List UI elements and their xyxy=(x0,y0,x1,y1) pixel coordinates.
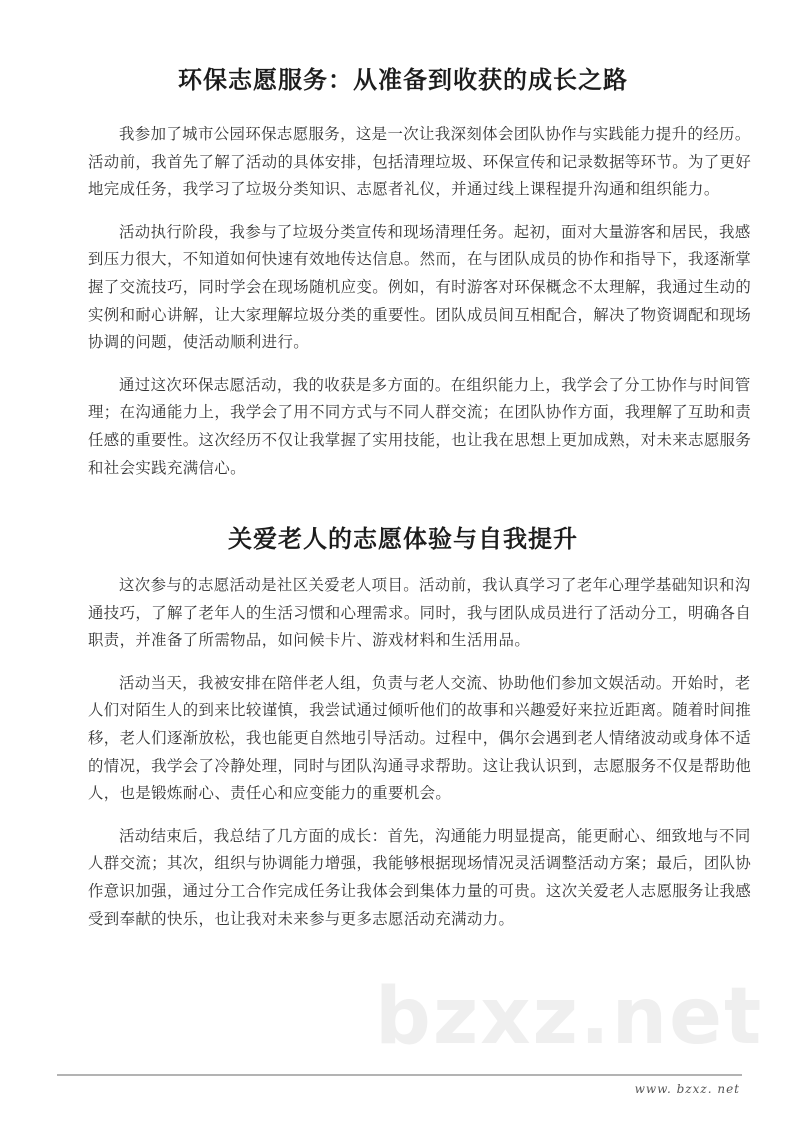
section-environmental-volunteering xyxy=(88,60,752,482)
text-line: 活动结束后，我总结了几方面的成长：首先，沟通能力明显提高，能更耐心、细致地与不同 xyxy=(119,826,751,845)
text-line: 到压力很大，不知道如何快速有效地传达信息。然而，在与团队成员的协作和指导下，我逐渐掌 xyxy=(88,250,752,269)
paragraph xyxy=(88,121,752,204)
text-line: 人群交流；其次，组织与协调能力增强，我能够根据现场情况灵活调整活动方案；最后，团队协 xyxy=(88,854,752,873)
paragraph xyxy=(88,572,752,655)
text-line: 人，也是锻炼耐心、责任心和应变能力的重要机会。 xyxy=(88,784,452,803)
text-line: 握了交流技巧，同时学会在现场随机应变。例如，有时游客对环保概念不太理解，我通过生动的 xyxy=(88,277,752,296)
text-line: 活动执行阶段，我参与了垃圾分类宣传和现场清理任务。起初，面对大量游客和居民，我感 xyxy=(119,222,751,241)
text-line: 任感的重要性。这次经历不仅让我掌握了实用技能，也让我在思想上更加成熟，对未来志愿服务 xyxy=(88,430,752,449)
footer-url: www. bzxz. net xyxy=(634,1082,740,1096)
text-line: 和社会实践充满信心。 xyxy=(88,458,246,477)
paragraph xyxy=(88,670,752,808)
text-line: 实例和耐心讲解，让大家理解垃圾分类的重要性。团队成员间互相配合，解决了物资调配和现场 xyxy=(88,305,752,324)
text-line: 我参加了城市公园环保志愿服务，这是一次让我深刻体会团队协作与实践能力提升的经历。 xyxy=(119,125,751,143)
section-body xyxy=(88,572,752,933)
section-body xyxy=(88,121,752,482)
text-line: 作意识加强，通过分工合作完成任务让我体会到集体力量的可贵。这次关爱老人志愿服务让我感 xyxy=(88,881,752,900)
section-title: 关爱老人的志愿体验与自我提升 xyxy=(228,525,578,553)
text-line: 的情况，我学会了冷静处理，同时与团队沟通寻求帮助。这让我认识到，志愿服务不仅是帮助他 xyxy=(88,756,752,775)
text-line: 通过这次环保志愿活动，我的收获是多方面的。在组织能力上，我学会了分工协作与时间管 xyxy=(119,375,751,394)
paragraph xyxy=(88,823,752,933)
text-line: 协调的问题，使活动顺利进行。 xyxy=(88,333,310,352)
paragraph xyxy=(88,219,752,357)
text-line: 职责，并准备了所需物品，如问候卡片、游戏材料和生活用品。 xyxy=(88,631,531,650)
section-elderly-care-volunteering xyxy=(88,519,752,933)
paragraph xyxy=(88,372,752,482)
watermark-logo: bzxz.net xyxy=(375,972,764,1062)
text-line: 受到奉献的快乐，也让我对未来参与更多志愿活动充满动力。 xyxy=(88,909,515,928)
footer-divider xyxy=(57,1074,742,1076)
section-title: 环保志愿服务：从准备到收获的成长之路 xyxy=(178,66,628,94)
text-line: 这次参与的志愿活动是社区关爱老人项目。活动前，我认真学习了老年心理学基础知识和沟 xyxy=(119,576,751,594)
text-line: 人们对陌生人的到来比较谨慎，我尝试通过倾听他们的故事和兴趣爱好来拉近距离。随着时间推 xyxy=(88,701,752,720)
text-line: 移，老人们逐渐放松，我也能更自然地引导活动。过程中，偶尔会遇到老人情绪波动或身体不适 xyxy=(88,728,752,747)
text-line: 通技巧，了解了老年人的生活习惯和心理需求。同时，我与团队成员进行了活动分工，明确各自 xyxy=(88,603,752,622)
text-line: 活动前，我首先了解了活动的具体安排，包括清理垃圾、环保宣传和记录数据等环节。为了更好 xyxy=(88,152,752,171)
text-line: 活动当天，我被安排在陪伴老人组，负责与老人交流、协助他们参加文娱活动。开始时，老 xyxy=(119,673,751,692)
text-line: 地完成任务，我学习了垃圾分类知识、志愿者礼仪，并通过线上课程提升沟通和组织能力。 xyxy=(88,180,720,199)
text-line: 理；在沟通能力上，我学会了用不同方式与不同人群交流；在团队协作方面，我理解了互助和责 xyxy=(88,403,752,422)
